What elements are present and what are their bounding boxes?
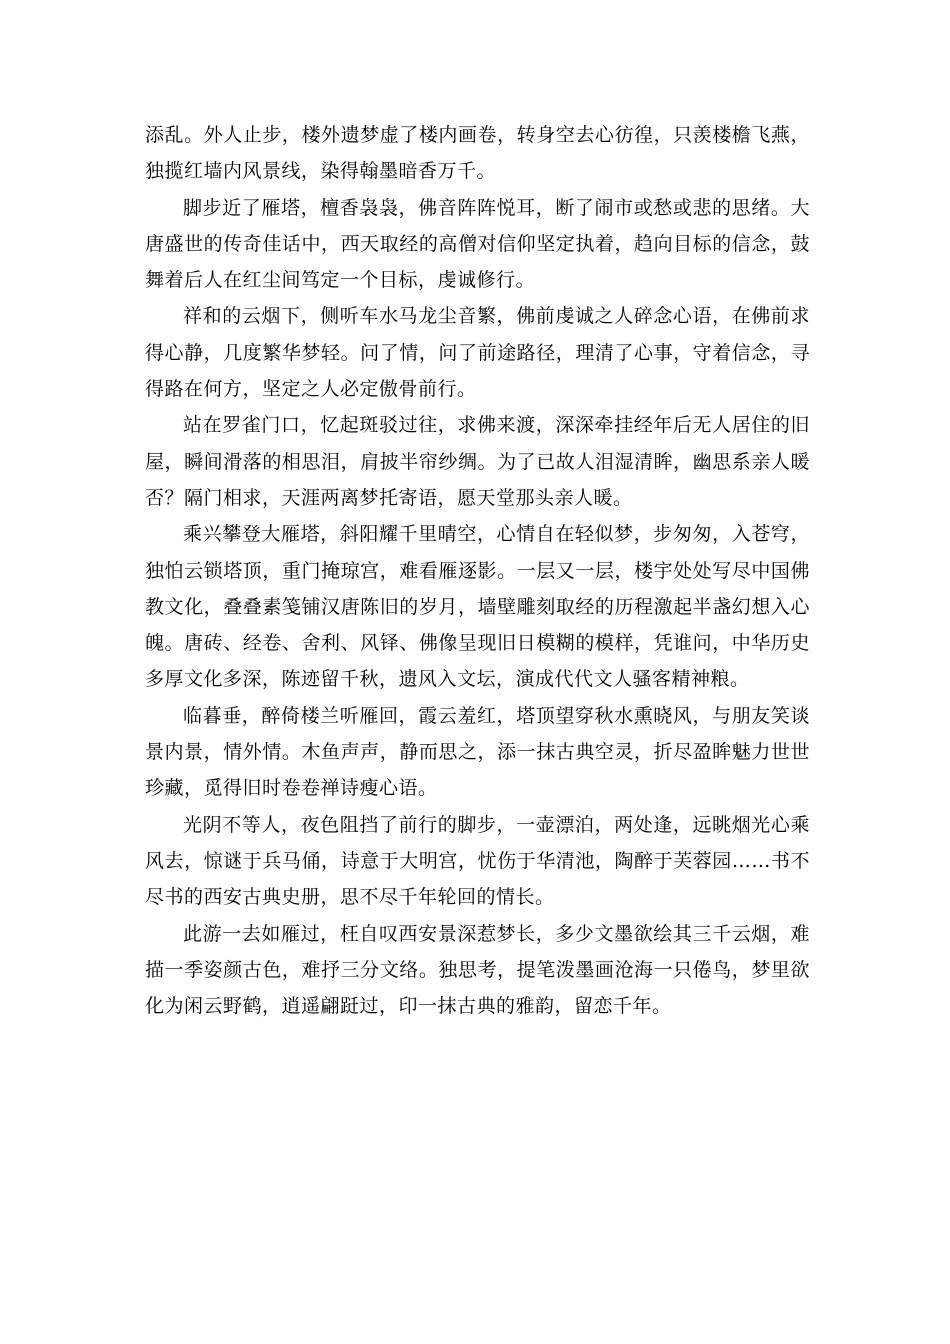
paragraph-8: 此游一去如雁过，枉自叹西安景深惹梦长，多少文墨欲绘其三千云烟，难描一季姿颜古色，难抒三分文络。独思考，提笔泼墨画沧海一只倦鸟，梦里欲化为闲云野鹤，逍遥翩跹过，印一抹古典的雅韵，留恋千年。 (145, 922, 810, 1018)
paragraph-3: 祥和的云烟下，侧听车水马龙尘音繁，佛前虔诚之人碎念心语，在佛前求得心静，几度繁华梦轻。问了情，问了前途路径，理清了心事，守着信念，寻得路在何方，坚定之人必定傲骨前行。 (145, 305, 810, 401)
document-page (145, 117, 810, 1024)
paragraph-7: 光阴不等人，夜色阻挡了前行的脚步，一壶漂泊，两处逢，远眺烟光心乘风去，惊谜于兵马俑，诗意于大明宫，忧伤于华清池，陶醉于芙蓉园……书不尽书的西安古典史册，思不尽千年轮回的情长。 (145, 813, 810, 909)
paragraph-6: 临暮垂，醉倚楼兰听雁回，霞云羞红，塔顶望穿秋水熏晓风，与朋友笑谈景内景，情外情。木鱼声声，静而思之，添一抹古典空灵，折尽盈眸魅力世世珍藏，觅得旧时卷卷禅诗瘦心语。 (145, 704, 810, 800)
paragraph-1: 添乱。外人止步，楼外遗梦虚了楼内画卷，转身空去心彷徨，只羡楼檐飞燕，独揽红墙内风景线，染得翰墨暗香万千。 (145, 124, 810, 183)
paragraph-4: 站在罗雀门口，忆起斑驳过往，求佛来渡，深深牵挂经年后无人居住的旧屋，瞬间滑落的相思泪，肩披半帘纱绸。为了已故人泪湿清眸，幽思系亲人暖否？隔门相求，天涯两离梦托寄语，愿天堂那头亲人暖。 (145, 414, 810, 509)
paragraph-2: 脚步近了雁塔，檀香袅袅，佛音阵阵悦耳，断了闹市或愁或悲的思绪。大唐盛世的传奇佳话中，西天取经的高僧对信仰坚定执着，趋向目标的信念，鼓舞着后人在红尘间笃定一个目标，虔诚修行。 (145, 196, 810, 292)
paragraph-5: 乘兴攀登大雁塔，斜阳耀千里晴空，心情自在轻似梦，步匆匆，入苍穹，独怕云锁塔顶，重门掩琼宫，难看雁逐影。一层又一层，楼宇处处写尽中国佛教文化，叠叠素笺铺汉唐陈旧的岁月，墙壁雕刻取经的历程激起半盏幻想入心魄。唐砖、经卷、舍利、风铎、佛像呈现旧日模糊的模样，凭谁问，中华历史多厚文化多深，陈迹留千秋，遗风入文坛，演成代代文人骚客精神粮。 (145, 523, 810, 691)
